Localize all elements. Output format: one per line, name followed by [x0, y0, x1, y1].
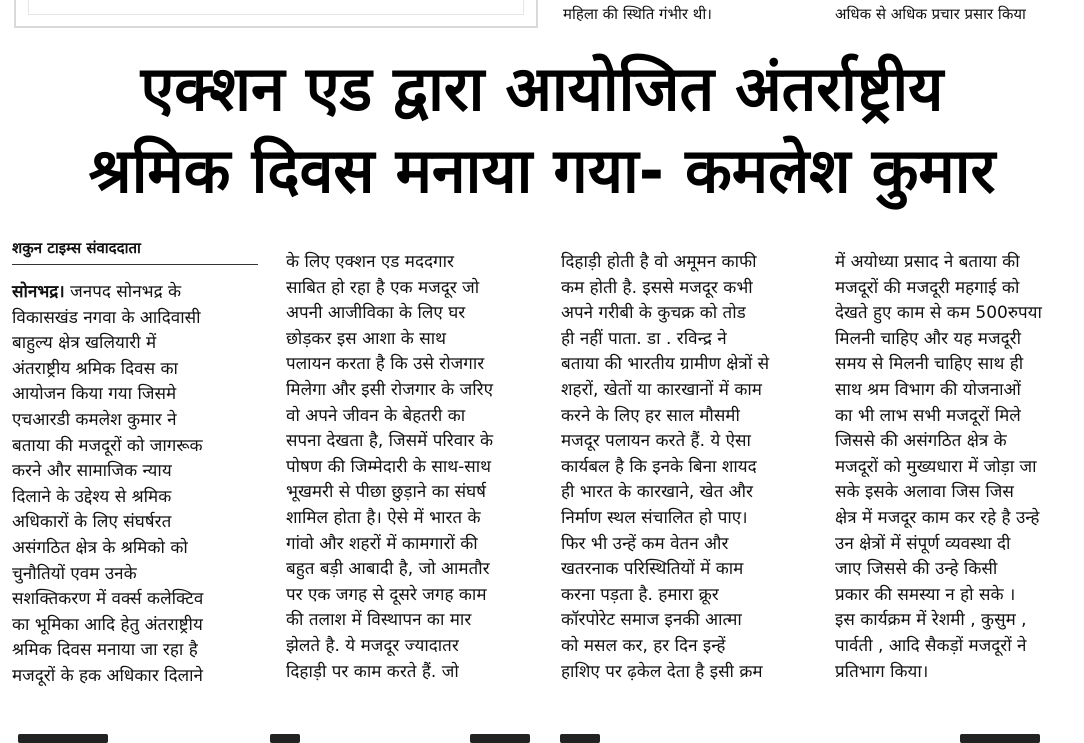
- column-line: जिससे की असंगठित क्षेत्र के: [835, 431, 1007, 452]
- column-line: गांवो और शहरों में कामगारों की: [286, 533, 478, 554]
- dateline: सोनभद्र।: [12, 282, 65, 302]
- column-line: चुनौतियों एवम उनके: [12, 563, 137, 584]
- column-line: समय से मिलनी चाहिए साथ ही: [835, 354, 1024, 375]
- column-line: को मसल कर, हर दिन इन्हें: [561, 635, 726, 656]
- column-line: दिलाने के उद्देश्य से श्रमिक: [12, 486, 172, 507]
- column-line: प्रकार की समस्या न हो सके ।: [835, 584, 1016, 605]
- column-line: पार्वती , आदि सैकड़ों मजदूरों ने: [835, 635, 1027, 656]
- column-line: का भी लाभ सभी मजदूरों मिले: [835, 405, 1021, 426]
- previous-article-snippet-right: अधिक से अधिक प्रचार प्रसार किया: [835, 5, 1026, 23]
- column-line: मिलनी चाहिए और यह मजदूरी: [835, 328, 1021, 349]
- cut-off-text-mark: [560, 734, 600, 743]
- column-line: भूखमरी से पीछा छुड़ाने का संघर्ष: [286, 482, 486, 503]
- cut-off-text-mark: [18, 734, 108, 743]
- byline: शकुन टाइम्स संवाददाता: [12, 239, 141, 257]
- previous-article-snippet-left: महिला की स्थिति गंभीर थी।: [563, 5, 712, 23]
- column-line: ही भारत के कारखाने, खेत और: [561, 482, 754, 503]
- column-line: खतरनाक परिस्थितियों में काम: [561, 559, 744, 580]
- column-line: असंगठित क्षेत्र के श्रमिको को: [12, 537, 188, 558]
- column-line: मजदूरों को मुख्यधारा में जोड़ा जा: [835, 456, 1037, 477]
- column-line: पोषण की जिम्मेदारी के साथ-साथ: [286, 456, 492, 477]
- column-line: का भूमिका आदि हेतु अंतराष्ट्रीय: [12, 614, 203, 635]
- column-line: दिहाड़ी पर काम करते हैं. जो: [286, 661, 459, 682]
- column-line: वो अपने जीवन के बेहतरी का: [286, 405, 466, 426]
- column-line: सशक्तिकरण में वर्क्स कलेक्टिव: [12, 589, 204, 610]
- column-line: की तलाश में विस्थापन का मार: [286, 610, 472, 631]
- column-line: झेलते है. ये मजदूर ज्यादातर: [286, 635, 459, 656]
- column-line: निर्माण स्थल संचालित हो पाए।: [561, 507, 748, 528]
- column-line: मिलेगा और इसी रोजगार के जरिए: [286, 379, 493, 400]
- cut-off-text-mark: [960, 734, 1040, 743]
- headline-line-2: श्रमिक दिवस मनाया गया- कमलेश कुमार: [88, 134, 996, 207]
- column-line: क्षेत्र में मजदूर काम कर रहे है उन्हे: [835, 507, 1040, 528]
- column-line: साथ श्रम विभाग की योजनाओं: [835, 379, 1021, 400]
- column-line: अधिकारों के लिए संघर्षरत: [12, 512, 172, 533]
- column-line: बताया की मजदूरों को जागरूक: [12, 435, 203, 456]
- column-line-text: जनपद सोनभद्र के: [64, 282, 182, 302]
- column-line: मजदूर पलायन करते हैं. ये ऐसा: [561, 431, 751, 452]
- column-line: देखते हुए काम से कम 500रुपया: [835, 303, 1042, 324]
- column-line: दिहाड़ी होती है वो अमूमन काफी: [561, 252, 757, 272]
- column-line: इस कार्यक्रम में रेशमी , कुसुम ,: [835, 610, 1027, 631]
- column-line: बताया की भारतीय ग्रामीण क्षेत्रों से: [561, 354, 770, 375]
- column-line: सके इसके अलावा जिस जिस: [835, 482, 1014, 503]
- column-line: उन क्षेत्रों में संपूर्ण व्यवस्था दी: [835, 533, 1011, 554]
- column-line: करने के लिए हर साल मौसमी: [561, 405, 740, 426]
- column-line: कॉरपोरेट समाज इनकी आत्मा: [561, 610, 742, 631]
- column-line: में अयोध्या प्रसाद ने बताया की: [835, 252, 1020, 272]
- column-line: जाए जिससे की उन्हे किसी: [835, 559, 998, 580]
- next-article-cut-off: [0, 728, 1084, 743]
- column-line: [12, 280, 203, 306]
- article-column-4: [835, 250, 1042, 685]
- column-line: करना पड़ता है. हमारा क्रूर: [561, 584, 719, 605]
- column-line: करने और सामाजिक न्याय: [12, 461, 172, 482]
- previous-article-strip: [0, 0, 1084, 32]
- article-headline: [11, 48, 1073, 212]
- column-line: शामिल होता है। ऐसे में भारत के: [286, 507, 481, 528]
- cut-off-text-mark: [470, 734, 530, 743]
- cut-off-text-mark: [270, 734, 300, 743]
- column-line: बाहुल्य क्षेत्र खलियारी में: [12, 333, 157, 354]
- column-line: मजदूरों की मजदूरी महगाई को: [835, 277, 1020, 298]
- column-line: ही नहीं पाता. डा . रविन्द्र ने: [561, 328, 727, 349]
- column-line: अंतराष्ट्रीय श्रमिक दिवस का: [12, 358, 178, 379]
- column-line: हाशिए पर ढ़केल देता है इसी क्रम: [561, 661, 763, 682]
- previous-article-image: [28, 0, 524, 15]
- column-line: एचआरडी कमलेश कुमार ने: [12, 409, 177, 430]
- column-line: साबित हो रहा है एक मजदूर जो: [286, 277, 480, 298]
- column-line: फिर भी उन्हें कम वेतन और: [561, 533, 729, 554]
- article-column-2: [286, 250, 493, 685]
- column-line: प्रतिभाग किया।: [835, 661, 929, 682]
- headline-line-1: एक्शन एड द्वारा आयोजित अंतर्राष्ट्रीय: [140, 52, 944, 125]
- column-line: सपना देखता है, जिसमें परिवार के: [286, 431, 494, 452]
- column-line: पलायन करता है कि उसे रोजगार: [286, 354, 485, 375]
- previous-article-image-frame: [14, 0, 538, 28]
- column-line: आयोजन किया गया जिसमे: [12, 384, 177, 405]
- column-line: कार्यबल है कि इनके बिना शायद: [561, 456, 757, 477]
- column-line: मजदूरों के हक अधिकार दिलाने: [12, 665, 203, 686]
- article-column-1: [12, 280, 203, 690]
- column-line: कम होती है. इससे मजदूर कभी: [561, 277, 753, 298]
- column-line: अपने गरीबी के कुचक्र को तोड: [561, 303, 746, 324]
- column-line: पर एक जगह से दूसरे जगह काम: [286, 584, 487, 605]
- column-line: श्रमिक दिवस मनाया जा रहा है: [12, 640, 198, 661]
- column-line: शहरों, खेतों या कारखानों में काम: [561, 379, 762, 400]
- column-line: बहुत बड़ी आबादी है, जो आमतौर: [286, 559, 490, 580]
- column-line: विकासखंड नगवा के आदिवासी: [12, 307, 201, 328]
- column-line: के लिए एक्शन एड मददगार: [286, 252, 454, 272]
- article-column-3: [561, 250, 769, 685]
- byline-rule: [12, 264, 258, 265]
- column-line: अपनी आजीविका के लिए घर: [286, 303, 466, 324]
- column-line: छोड़कर इस आशा के साथ: [286, 328, 447, 349]
